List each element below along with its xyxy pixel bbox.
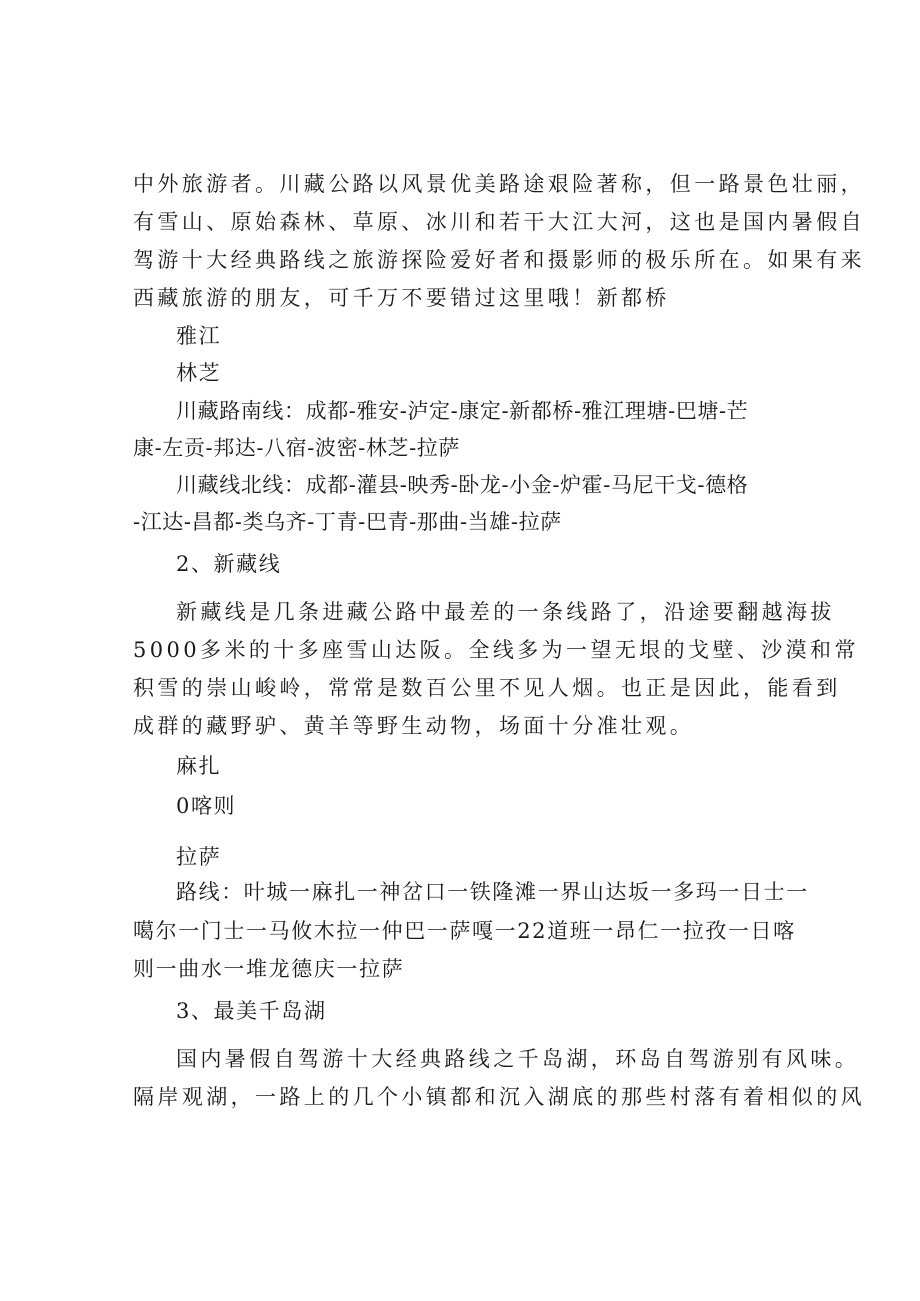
place-label-lasa: 拉萨 xyxy=(176,845,222,869)
route-north-line-2: -江达-昌都-类乌齐-丁青-巴青-那曲-当雄-拉萨 xyxy=(133,510,562,534)
place-label-kaze: 0喀则 xyxy=(176,794,237,818)
qiandao-para-line-2: 隔岸观湖，一路上的几个小镇都和沉入湖底的那些村落有着相似的风 xyxy=(133,1085,865,1109)
xinjiang-tibet-para-line-2: 5000多米的十多座雪山达阪。全线多为一望无垠的戈壁、沙漠和常 xyxy=(133,638,859,662)
place-label-maza: 麻扎 xyxy=(176,754,222,778)
xinjiang-tibet-para-line-1: 新藏线是几条进藏公路中最差的一条线路了，沿途要翻越海拔 xyxy=(176,600,835,624)
paragraph-intro-line-3: 驾游十大经典路线之旅游探险爱好者和摄影师的极乐所在。如果有来 xyxy=(133,248,865,272)
route-south-line-1: 川藏路南线：成都-雅安-泸定-康定-新都桥-雅江理塘-巴塘-芒 xyxy=(176,399,749,423)
paragraph-intro-line-2: 有雪山、原始森林、草原、冰川和若干大江大河，这也是国内暑假自 xyxy=(133,210,865,234)
route-south-line-2: 康-左贡-邦达-八宿-波密-林芝-拉萨 xyxy=(133,436,460,460)
section-heading-2: 2、新藏线 xyxy=(176,552,282,576)
paragraph-intro-line-1: 中外旅游者。川藏公路以风景优美路途艰险著称，但一路景色壮丽， xyxy=(133,172,865,196)
section-heading-3: 3、最美千岛湖 xyxy=(176,999,327,1023)
xinjiang-tibet-route-line-3: 则一曲水一堆龙德庆一拉萨 xyxy=(133,957,405,981)
xinjiang-tibet-route-line-1: 路线：叶城一麻扎一神岔口一铁隆滩一界山达坂一多玛一日士一 xyxy=(176,880,809,904)
place-label-yajiang: 雅江 xyxy=(176,324,222,348)
xinjiang-tibet-para-line-4: 成群的藏野驴、黄羊等野生动物，场面十分准壮观。 xyxy=(133,714,695,738)
qiandao-para-line-1: 国内暑假自驾游十大经典路线之千岛湖，环岛自驾游别有风味。 xyxy=(176,1047,860,1071)
paragraph-intro-line-4: 西藏旅游的朋友，可千万不要错过这里哦！新都桥 xyxy=(133,286,670,310)
xinjiang-tibet-route-line-2: 噶尔一门士一马攸木拉一仲巴一萨嘎一22道班一昂仁一拉孜一日喀 xyxy=(133,919,796,943)
xinjiang-tibet-para-line-3: 积雪的崇山峻岭，常常是数百公里不见人烟。也正是因此，能看到 xyxy=(133,676,841,700)
place-label-linzhi: 林芝 xyxy=(176,361,222,385)
route-north-line-1: 川藏线北线：成都-灌县-映秀-卧龙-小金-炉霍-马尼干戈-德格 xyxy=(176,473,749,497)
